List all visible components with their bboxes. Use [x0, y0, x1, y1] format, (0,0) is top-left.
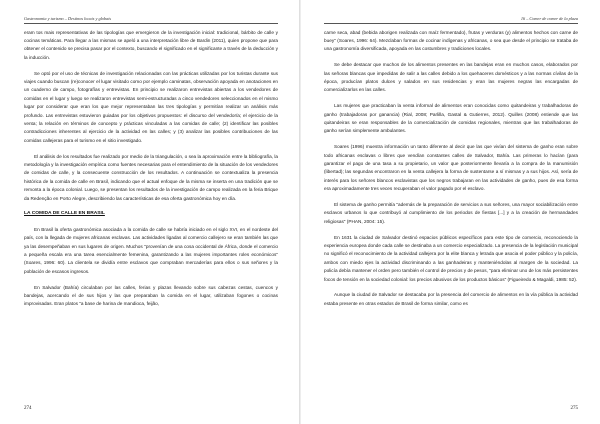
paragraph: carne seca, abad (bebida aborigen realizada con maíz fermentado), frutas y verduras (y) alimentos hechos con carne de buey" (Soares, 1996: 64). Mezclaban formas de cocinar indígenas y africanas, o sea que desde el principio se trataba de una gastronomía diversificada, apoyada en las costumbres y tradiciones locales. — [324, 29, 578, 52]
section-title: LA COMIDA DE CALLE EN BRASIL — [24, 211, 105, 217]
running-head — [324, 16, 578, 24]
left-body-text — [24, 29, 278, 309]
paragraph: En Brasil la oferta gastronómica asociada a la comida de calle se habría iniciado en el siglo XVI, en el nordeste del país, con la llegada de mujeres africanas esclavas. Las actividades ligadas al comercio callejero se eran también las que ya las desempeñaban en sus lugares de origen. Muchos "provenían de una cosa occidental de África, donde el comercio a pequeña escala era una tarea esencialmente femenina, garantizando a las mujeres importantes roles económicos" (Soares, 1996: 60). La clientela se dividía entre esclavos que compraban mercaderías para ellos o sus señores y la población de escasos ingresos. — [24, 226, 278, 274]
running-head-chapter: 16 – Comer de comer de la plaza — [520, 16, 578, 21]
running-head-title: Gastronomia y turismo – Destinos locais y globais — [24, 16, 112, 21]
paragraph: En Salvador (Bahía) circulaban por las calles, ferias y plazas llevando sobre sus cabezas cestas, cuencos y bandejas, acercando el de sus hijos y las que preparaban la comida en el lugar, utilizaban fogones o cocinas improvisadas. Eran platos "a base de harina de mandioca, feijão, — [24, 284, 278, 307]
paragraph: Se debe destacar que muchos de los alimentos presentes en las bandejas eran en muchos casos, elaborados por las señoras blancas que impedidas de salir a las calles debido a los quehaceres domésticos y a las normas cívilas de la época, producían platos dulces y salados en sus residencias y eran las mujeres negras las encargadas de comercializarlos en las calles. — [324, 62, 578, 93]
paragraph: El sistema de ganho permitía "además de la preparación de servicios a sus señores, una mayor sociabilización entre esclavos urbanos lo que contribuyó al cumplimiento de los periodos de fiestas [...] y a la creación de hermandades religiosas" (PHAN, 2004: 15). — [324, 201, 578, 224]
paragraph: Se optó por el uso de técnicas de investigación relacionadas con las prácticas utilizadas por los turistas durante sus viajes cuando buscan (re)conocer el lugar visitado como por ejemplo caminatas, observación apoyada en anotaciones en un cuaderno de campo, fotografías y entrevistas. En principio se realizaron entrevistas abiertas a los vendedores de comidas en el lugar y luego se realizaron entrevistas semi-estructuradas a cinco vendedores seleccionados en el mismo lugar por considerar que eran los que mejor representaban las tres tipologías y permitían realizar un análisis más profundo. Las entrevistas estuvieron guiadas por los objetivos propuestos: el discurso del vendedor/a; el ejercicio de la venta; la relación en términos de concepto y prácticas vinculadas a las comidas de calle; (2) identificar las posibles contradicciones inherentes al ejercicio de la actividad en las calles; y (3) analizar las posibles contribuciones de las comidas callejeras para el turismo en el sitio investigado. — [24, 70, 278, 143]
running-head — [24, 16, 278, 24]
right-page — [300, 0, 600, 424]
paragraph: Las mujeres que practicaban la venta informal de alimentos eran conocidas como quitandeiras y trabalhadoras de ganho (trabajadoras por ganancia) (Rial, 2008; Parlilla, Gastal & Gutierres, 2012). Quilles (2008) entiende que las quitandeiras se eran responsables de la comercialización de comidas regionales, mientras que las trabalhadoras de ganho serían simplemente ambulantes. — [324, 103, 578, 134]
paragraph: eram tos mais representativas de las tipologías que emergieron de la investigación inicial: tradicional, bárbito de calle y cocinas temáticas. Para llegar a las mismas se apeló a una interpretación libre de Bardin (2011), quien propone que para obtener el contenido se precisa pasar por el contexto, buscando el significado en el significante a través de la deducción y la inducción. — [24, 29, 278, 60]
page-number: 275 — [570, 406, 578, 411]
paragraph: Aunque la ciudad de Salvador se destacaba por la presencia del comercio de alimentos en la vía pública la actividad estaba presente en otras estados de Brasil de forma similar, como es — [324, 292, 578, 306]
paragraph: Soares (1996) muestra información un tanto diferente al decir que las que vivían del sistema de ganho eran sobre todo africanas esclavas o libres que vendían constantes calles de Salvador, Bahía. Las primeras lo hacían (para garantizar el pago de una tasa a su propietario, un valor que posteriormente llevaría a la compra de la manumisión (libertad); las segundas encontraron en la venta callejera la forma de sustentarse a sí mismas y a sus hijos. Así, sería de interés para los señores blancos esclavistas que los negros trabajaran en las actividades de ganho, pues de esa forma era aproximadamente tres veces recuperaban el valor pagado por el esclavo. — [324, 144, 578, 192]
paragraph: En 1631 la ciudad de Salvador destinó espacios públicos específicos para este tipo de comercio, reconociendo la experiencia europea donde cada calle se destinaba a un comercio especializado. La presencia de la legislación municipal no significó el reconocimiento de la actividad callejera por la elite blanca y letrada que asocia el poder público y la policía, ambos con miedo ejes la actividad discriminando a las ganhadeiras y manteniéndolas al margen de la sociedad. La policía debía mantener el orden pero también el control de precios y de pesos, "para eliminar uno de los más persistentes focos de tensión en la sociedad colonial: los precios abusivos de los productos básicos" (Figueiredo & Magaldi, 1985: 52). — [324, 234, 578, 282]
page-number: 274 — [24, 406, 32, 411]
paragraph: El análisis de los resultados fue realizado por medio de la triangulación, o sea la aproximación entre la bibliografía, la metodología y la investigación empírica como fuentes necesarias para el entendimiento de la situación de los vendedores de comidas de calle, y la consecuente construcción de los resultados. A continuación se contextualiza la presencia histórica de la comida de calle en Brasil, indicando que el actual enfoque de la misma se inserta en una tradición que se remonta a la época colonial. Luego, se presentan los resultados de la investigación de campo realizada en la feria Brique da Redenção en Porto Alegre, describiendo las características de esa oferta gastronómica hoy en día. — [24, 153, 278, 201]
right-body-text — [324, 29, 578, 309]
